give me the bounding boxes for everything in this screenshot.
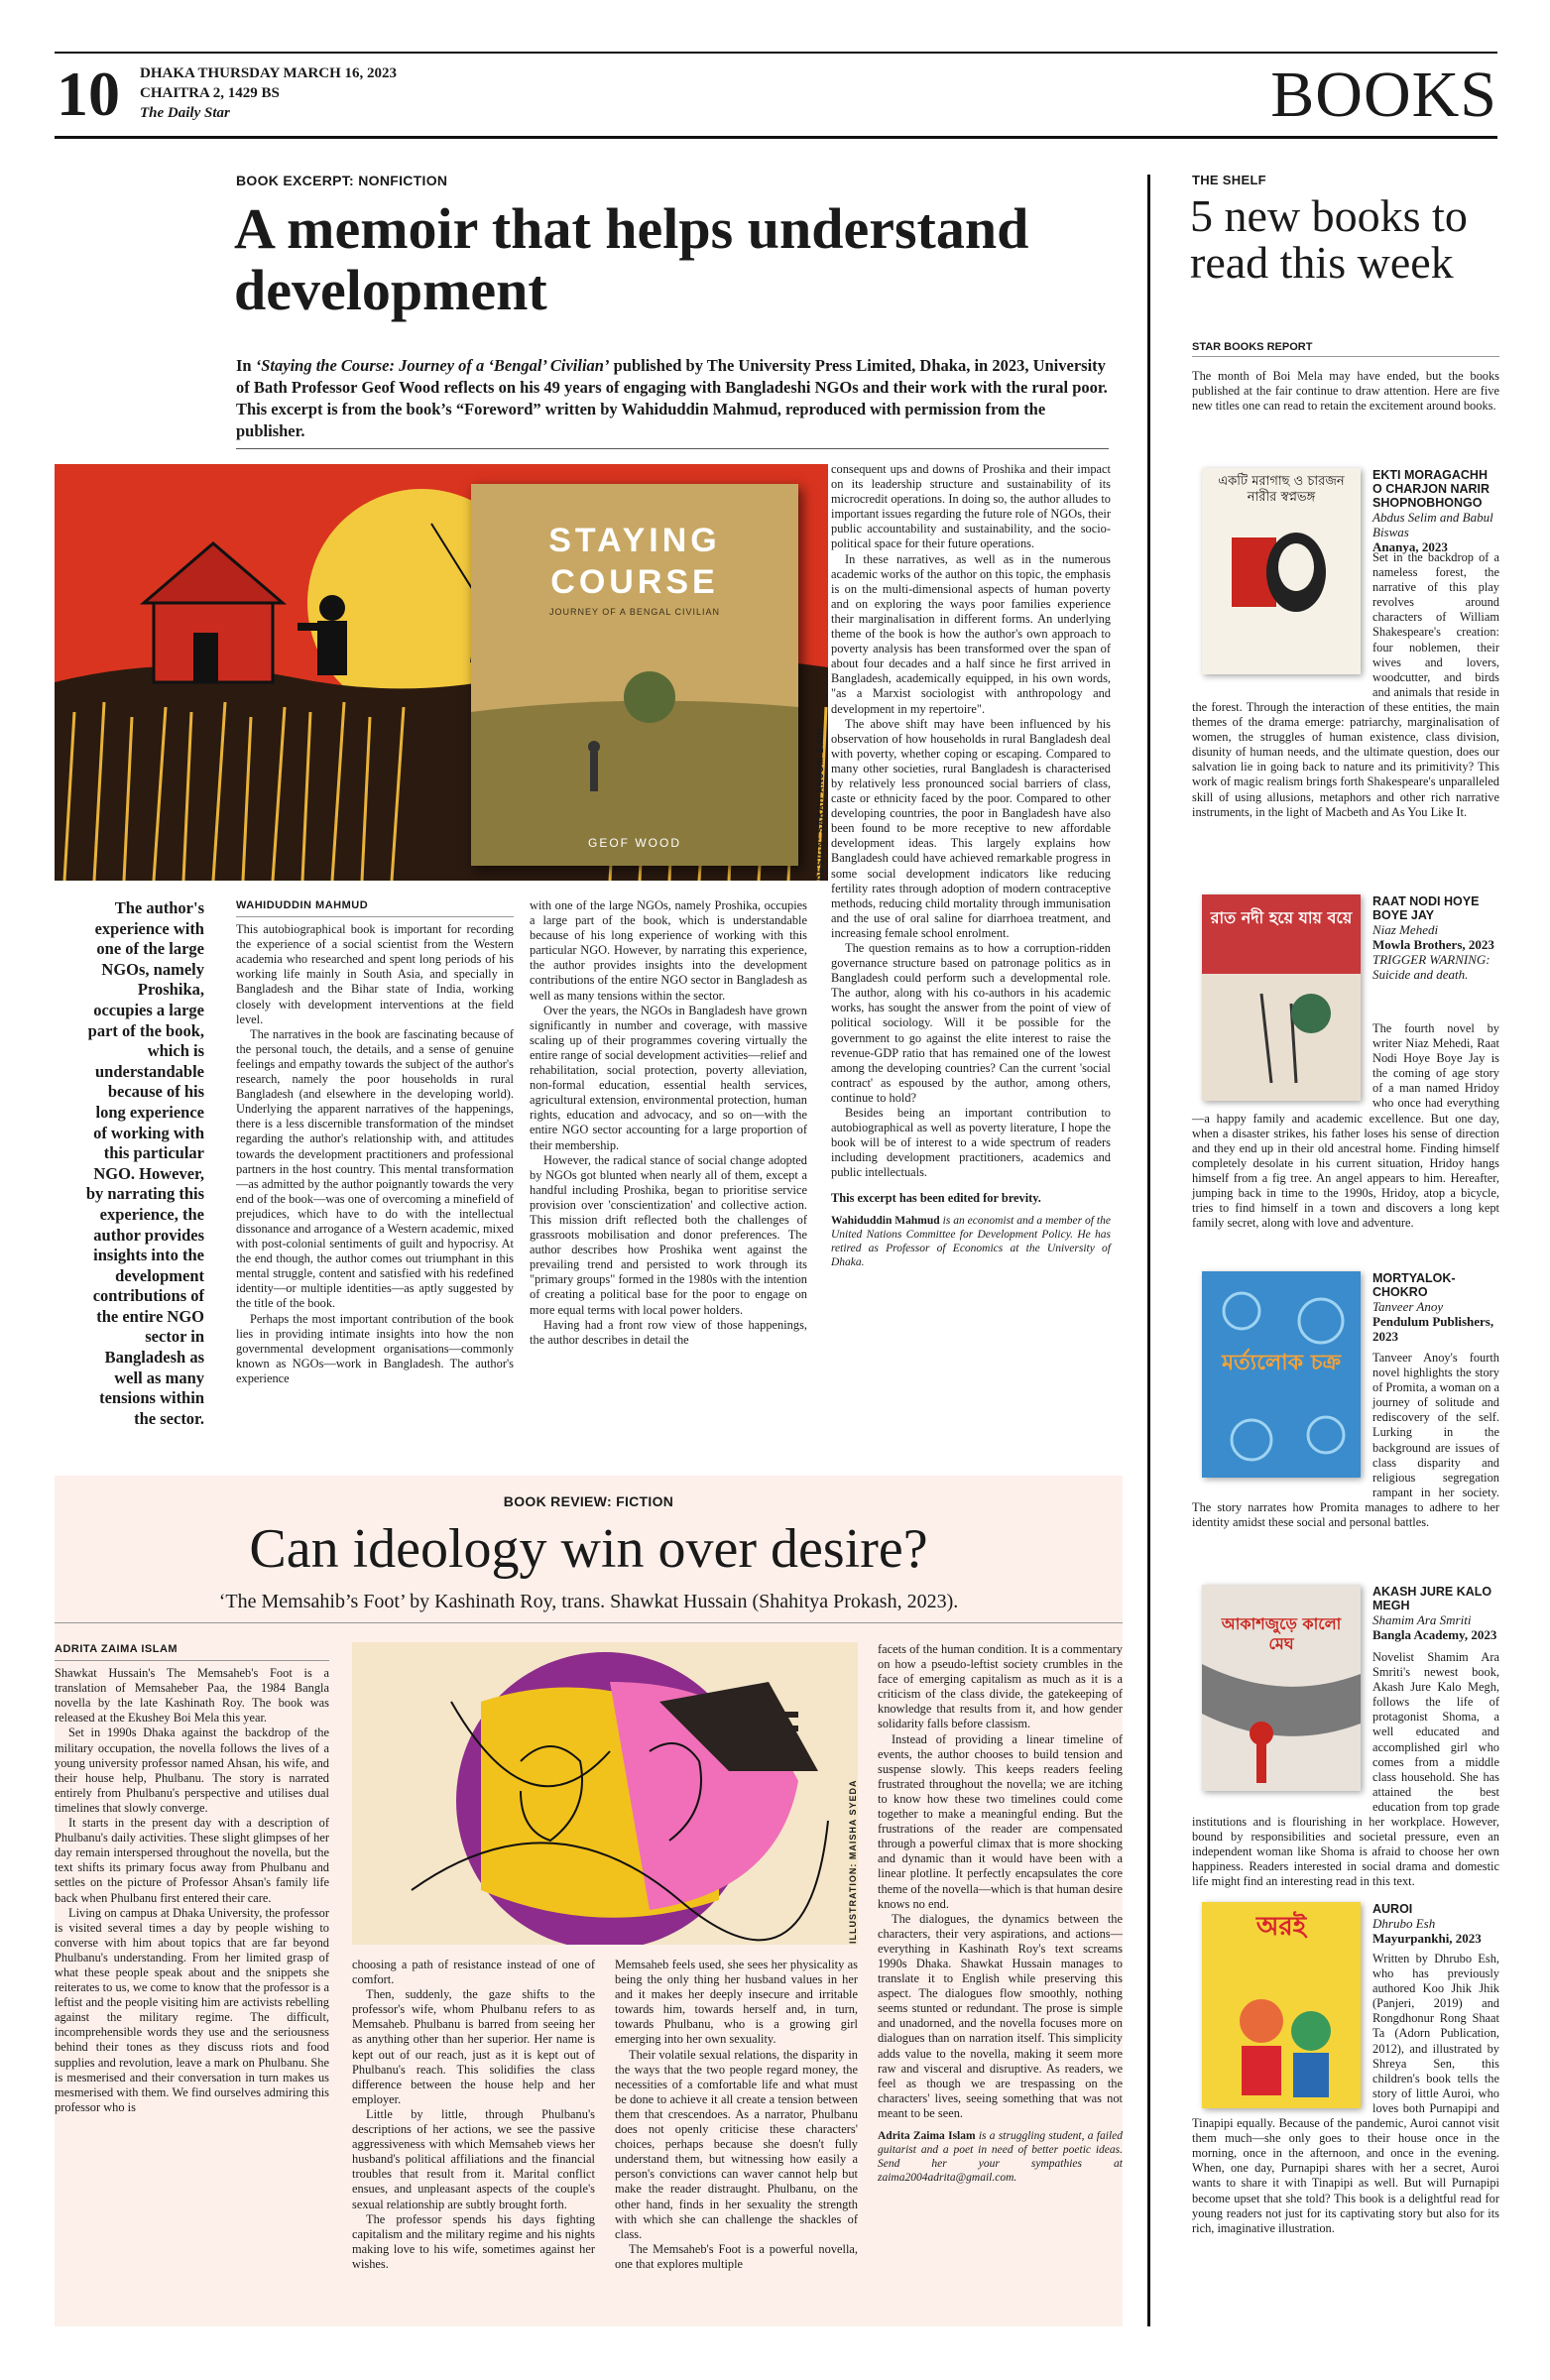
cover-title-1: STAYING — [548, 522, 721, 559]
book-2-title: RAAT NODI HOYE BOYE JAY — [1372, 894, 1480, 922]
book-3-blurb: Tanveer Anoy's fourth novel highlights the story of Promita, a woman on a journey of solitude and rediscovery of the self. Lurking in the background are issues of class disparity and religious segregation rampant in her society. The story narrates how Promita manages to adhere to her identity amidst these social and personal battles. — [1192, 1351, 1500, 1530]
book-5-title: AUROI — [1372, 1902, 1413, 1916]
paper-logo: The Daily Star — [140, 105, 230, 121]
feature-byline: WAHIDUDDIN MAHMUD — [236, 898, 514, 917]
book-1-blurb: Set in the backdrop of a nameless forest, the narrative of this play revolves around characters of William Shakespeare's creation: four noblemen, their wives and lovers, woodcutter, and birds and animals that reside in the forest. Through the interaction of these entities, the main themes of the drama emerge: patriarchy, marginalisation of women, the struggles of human existence, class division, disunity of human needs, and the ultimate question, does our salvation lie in going back to nature and its primitivity? This work of magic realism brings forth Shakespeare's unparalleled skill of using allusions, metaphors and other rich narrative instruments, in the light of Macbeth and As You Like It. — [1192, 550, 1499, 819]
review-column-1: ADRITA ZAIMA ISLAM Shawkat Hussain's The Memsaheb's Foot is a translation of Memsaheber Paa, the 1984 Bangla novella by the late Kashinath Roy. The book was released at the Ekushey Boi Mela this year. Set in 1990s Dhaka against the backdrop of the military occupation, the novella follows the lives of a young university professor named Ahsan, his wife, and their house help, Phulbanu. The story is narrated entirely from Phulbanu's perspective and utilises dual timelines that slowly converge. It starts in the present day with a description of Phulbanu's daily activities. These slight glimpses of her day remain interspersed throughout the novella, but the text shifts its primary focus away from Phulbanu and settles on the picture of Professor Ahsan's family life back when Phulbanu first entered their care. Living on campus at Dhaka University, the professor is visited several times a day by people wishing to converse with him about topics that are far beyond Phulbanu's understanding. From her limited grasp of what these people speak about and the snippets she reiterates to us, we come to know that the professor is a leftist and the people visiting him are activists rebelling against the military regime. The difficult, incomprehensible words they use and the seriousness behind their tones as they discuss riots and food supplies and revolution, leave a mark on Phulbanu. She is mesmerised and their conversation in turn makes us mesmerised with them. We find ourselves admiring this professor who is — [55, 1643, 329, 2114]
shelf-kicker: THE SHELF — [1192, 173, 1266, 187]
feature-column-2: with one of the large NGOs, namely Proshika, occupies a large part of the book, which is understandable because of his long experience of working with this particular NGO. However, by narrating this experience, the author provides insights into the development contributions of the entire NGO sector in Bangladesh as well as many tensions within the sector. Over the years, the NGOs in Bangladesh have grown significantly in number and coverage, with massive scaling up of their programmes covering virtually the entire range of social development activities—relief and rehabilitation, social protection, poverty alleviation, non-formal education, essential health services, agricultural extension, environmental protection, human rights, education and advocacy, and so on—with the entire NGO sector accounting for a large proportion of their membership. However, the radical stance of social change adopted by NGOs got blunted when nearly all of them, except a handful including Proshika, began to prioritise service provision over 'conscientization' and collective action. This mission drift reflected both the challenges of grassroots mobilisation and donor preferences. The author describes how Proshika went against the prevailing trend and persisted to work through its "primary groups" formed in the 1980s with the intention of creating a political base for the poor to engage on more equal terms with local power holders. Having had a front row view of those happenings, the author describes in detail the — [530, 898, 807, 1347]
book-3-author: Tanveer Anoy — [1372, 1299, 1444, 1314]
shelf-byline: STAR BOOKS REPORT — [1192, 341, 1499, 357]
cover-author: GEOF WOOD — [588, 836, 681, 850]
bangla-date: CHAITRA 2, 1429 BS — [140, 85, 280, 101]
feature-artwork — [55, 464, 828, 881]
cover-subtitle: JOURNEY OF A BENGAL CIVILIAN — [548, 607, 721, 617]
edit-note: This excerpt has been edited for brevity. — [831, 1190, 1041, 1205]
review-panel — [55, 1476, 1123, 2326]
book-5-blurb: Written by Dhrubo Esh, who has previously authored Koo Jhik Jhik (Panjeri, 2019) and Rongdhonur Rong Shaat Ta (Adorn Publication, 2012), and illustrated by Shreya Sen, this children's book tells the story of little Auroi, who loves both Purnapipi and Tinapipi equally. Because of the pandemic, Auroi cannot visit them much—she only goes to their house once in the morning, once in the afternoon, and once in the evening. When, one day, Purnapipi shares with her a secret, Auroi wants to share it with Tinapipi as well. But will Purnapipi become upset that she told? This book is a delightful read for young readers not just for its captivating story but also for its rich, imaginative illustration. — [1192, 1952, 1499, 2235]
feature-intro: In ‘Staying the Course: Journey of a ‘Bengal’ Civilian’ published by The University Press Limited, Dhaka, in 2023, University of Bath Professor Geof Wood reflects on his 49 years of engaging with Bangladeshi NGOs and their work with the rural poor. This excerpt is from the book’s “Foreword” written by Wahiduddin Mahmud, reproduced with permission from the publisher. — [236, 356, 1108, 440]
masthead — [55, 52, 1497, 139]
feature-kicker: BOOK EXCERPT: NONFICTION — [236, 173, 448, 188]
review-headline: Can ideology win over desire? — [249, 1518, 928, 1580]
book-cover-4: আকাশজুড়ে কালো মেঘ — [1202, 1585, 1361, 1791]
feature-column-3: consequent ups and downs of Proshika and their impact on its leadership structure and sustainability of its microcredit operations. In doing so, the author alludes to important issues regarding the future role of NGOs, their public accountability and sustainability, and the socio-political space for their future operations. In these narratives, as well as in the numerous academic works of the author on this topic, the emphasis is on the multi-dimensional aspects of human poverty and on exploring the ways poor families experience their marginalisation in different forms. An underlying theme of the book is how the author's own approach to poverty analysis has been transformed over the span of about four decades and a half since he first arrived in Bangladesh, academically equipped, in his own words, "as a Marxist sociologist with anthropology and development in my repertoire". The above shift may have been influenced by his observation of how households in rural Bangladesh deal with poverty, whether coping or escaping. Compared to many other societies, rural Bangladesh is characterised by relatively less pronounced social barriers of class, caste or ethnicity faced by the poor. Compared to other developing countries, the poor in Bangladesh have also been found to be more receptive to new affordable development ideas. This largely explains how Bangladesh could have achieved remarkable progress in some social development indicators like reducing fertility rates through adoption of modern contraceptive methods, reducing child mortality through immunisation and the use of oral saline for diarrhoea treatment, and increasing female school enrolment. The question remains as to how a corruption-ridden governance structure based on patronage politics as in Bangladesh could perform such a developmental role. The author, along with his co-authors in his academic works, has sought the answer from the point of view of political sociology. Will it be possible for the government to go against the elite interest to raise the revenue-GDP ratio that has remained one of the lowest among the developing countries? Can the current 'social contract' as espoused by the author, among others, continue to hold? Besides being an important contribution to autobiographical as well as poverty literature, I hope the book will be of interest to a wide spectrum of readers including development practitioners, academics and public intellectuals. This excerpt has been edited for brevity. Wahiduddin Mahmud is an economist and a member of the United Nations Committee for Development Policy. He has retired as Professor of Economics at the University of Dhaka. — [831, 462, 1111, 1268]
book-1-publisher: Ananya, 2023 — [1372, 539, 1448, 554]
book-4-publisher: Bangla Academy, 2023 — [1372, 1627, 1497, 1642]
book-1-title: EKTI MORAGACHH O CHARJON NARIR SHOPNOBHONGO — [1372, 468, 1490, 510]
feature-image-credit: DESIGN: SARAH ANJUM BARI — [815, 727, 825, 881]
page-number: 10 — [57, 59, 120, 129]
feature-column-1: WAHIDUDDIN MAHMUD This autobiographical book is important for recording the experience of a social scientist from the Western academia who researched and spent long periods of his working life mainly in South Asia, and specially in Bangladesh and the Bihar state of India, working closely with development interventions at the field level. The narratives in the book are fascinating because of the personal touch, the details, and a sense of genuine feelings and empathy towards the subject of the author's research, namely the poor households in rural Bangladesh (and elsewhere in the developing world). Underlying the apparent narratives of the happenings, there is a less discernible transformation of the mindset regarding the author's relationship with, and attitudes towards the development practitioners and professional partners in the host country. This mental transformation—as admitted by the author poignantly towards the very end of the book—was one of overcoming a minefield of prejudices, which have to do with the intellectual dissonance and arrogance of a Western academic, mixed with post-colonial sentiments of guilt and hypocrisy. At the end though, the author comes out triumphant in this mental struggle, content and satisfied with his redefined identity—or multiple identities—as aptly suggested by the title of the book. Perhaps the most important contribution of the book lies in providing intimate insights into how the non governmental development organisations—commonly known as NGOs—work in Bangladesh. The author's experience — [236, 899, 514, 1385]
book-1-meta — [1372, 468, 1499, 554]
cover-title-2: COURSE — [550, 563, 719, 601]
review-deck-rule — [55, 1622, 1123, 1623]
review-column-2: choosing a path of resistance instead of one of comfort. Then, suddenly, the gaze shifts to the professor's wife, whom Phulbanu refers to as Memsaheb. Phulbanu is barred from seeing her as anything other than her superior. Her name is kept out of our reach, just as it is kept out of Phulbanu's reach. This solidifies the class difference between the house help and her employer. Little by little, through Phulbanu's descriptions of her actions, we see the passive aggressiveness with which Memsaheb views her husband's political affiliations and the financial troubles that result from it. Marital conflict ensues, and unpleasant aspects of the couple's sexual relationship are subtly brought forth. The professor spends his days fighting capitalism and the military regime and his nights making love to his wife, sometimes against her wishes. — [352, 1958, 595, 2271]
book-cover-1: একটি মরাগাছ ও চারজন নারীর স্বপ্নভঙ্গ — [1202, 468, 1361, 674]
book-3-publisher: Pendulum Publishers, 2023 — [1372, 1314, 1494, 1344]
review-column-4: facets of the human condition. It is a commentary on how a pseudo-leftist society crumbles in the face of emerging capitalism as much as it is a criticism of the class divide, the gatekeeping of knowledge that results from it, and how gender solidarity falls before classism. Instead of providing a linear timeline of events, the author chooses to build tension and suspense slowly. This keeps readers feeling frustrated throughout the novella; we are itching to know how these two timelines could come together to make a meaningful ending. But the frustrations of the reader are compensated through a powerful climax that is more shocking and dynamic than it would have been with a linear plotline. It perfectly encapsulates the core theme of the novella—which is that human desire knows no end. The dialogues, the dynamics between the characters, their very aspirations, and actions—everything in Kashinath Roy's text screams 1990s Dhaka. Shawkat Hussain manages to translate it to English while preserving this aspect. The dialogues flow smoothly, nothing seems stunted or redundant. The prose is simple and unadorned, and the novella focuses more on dialogues than on narration itself. This simplicity adds value to the novella, making it seem more raw and visceral and disruptive. As readers, we feel as though we are trespassing on the characters' lives, seeing something that was not meant to be seen. Adrita Zaima Islam is a struggling student, a failed guitarist and a poet in need of better poetic ideas. Send her your sympathies at zaima2004adrita@gmail.com. — [878, 1642, 1123, 2184]
book-5-meta — [1372, 1902, 1499, 1946]
book-4-meta — [1372, 1585, 1499, 1642]
book-3-meta — [1372, 1271, 1499, 1344]
book-2-meta — [1372, 894, 1499, 982]
feature-headline: A memoir that helps understand development — [234, 196, 1029, 322]
review-illustration — [352, 1642, 858, 1945]
intro-book-title: ‘Staying the Course: Journey of a ‘Bengal’ Civilian’ — [255, 356, 610, 375]
book-2-publisher: Mowla Brothers, 2023 — [1372, 937, 1494, 952]
book-5-publisher: Mayurpankhi, 2023 — [1372, 1931, 1482, 1946]
book-1-author: Abdus Selim and Babul Biswas — [1372, 510, 1493, 539]
book-cover-5: অরই — [1202, 1902, 1361, 2108]
intro-rule — [236, 448, 1109, 449]
review-deck: ‘The Memsahib’s Foot’ by Kashinath Roy, trans. Shawkat Hussain (Shahitya Prokash, 2023). — [218, 1591, 959, 1612]
feature-book-cover — [471, 484, 798, 866]
book-cover-3: মর্ত্যলোক চক্র — [1202, 1271, 1361, 1478]
book-cover-2: রাত নদী হয়ে যায় বয়ে — [1202, 894, 1361, 1101]
review-author-bio: Adrita Zaima Islam is a struggling student, a failed guitarist and a poet in need of better poetic ideas. Send her your sympathies at zaima2004adrita@gmail.com. — [878, 2130, 1123, 2184]
feature-author-bio: Wahiduddin Mahmud is an economist and a member of the United Nations Committee for Development Policy. He has retired as Professor of Economics at the University of Dhaka. — [831, 1214, 1111, 1268]
book-2-author: Niaz Mehedi — [1372, 922, 1439, 937]
abstract-faces-illustration — [352, 1642, 858, 1945]
column-rule — [1147, 175, 1150, 2326]
review-column-3: Memsaheb feels used, she sees her physicality as being the only thing her husband values in her and it makes her deeply insecure and irritable towards him, towards herself and, in turn, towards Phulbanu, who is a growing girl emerging into her own sexuality. Their volatile sexual relations, the disparity in the ways that the two people regard money, the necessities of a comfortable life and what must be done to achieve it all create a tension between them that crescendoes. As a narrator, Phulbanu does not openly criticise these characters' choices, perhaps because she doesn't fully understand them, but witnessing how easily a person's convictions can waver cannot help but make the reader distraught. Phulbanu, on the other hand, finds in her sexuality the strength with which she can challenge the shackles of class. The Memsaheb's Foot is a powerful novella, one that explores multiple — [615, 1958, 858, 2271]
book-4-title: AKASH JURE KALO MEGH — [1372, 1585, 1492, 1612]
review-byline: ADRITA ZAIMA ISLAM — [55, 1642, 329, 1661]
shelf-headline: 5 new books to read this week — [1190, 190, 1468, 288]
review-illustration-credit: ILLUSTRATION: MAISHA SYEDA — [848, 1779, 858, 1944]
book-2-warning: TRIGGER WARNING: Suicide and death. — [1372, 952, 1490, 982]
book-4-author: Shamim Ara Smriti — [1372, 1612, 1472, 1627]
book-2-blurb: The fourth novel by writer Niaz Mehedi, Raat Nodi Hoye Boye Jay is the coming of age story of a man named Hridoy who once had everything—a happy family and academic excellence. But one day, when a disaster strikes, his father loses his sense of direction and they end up in their old ancestral home. Finding himself completely desolate in his current situation, Hridoy hangs himself from a fig tree. An angel appears to him. Hereafter, jumping back in time to the 1990s, Hridoy, atop a bicycle, tries to find himself in a town and discovers a long kept family secret, along with love and adventure. — [1192, 1021, 1499, 1231]
book-5-author: Dhrubo Esh — [1372, 1916, 1436, 1931]
review-kicker: BOOK REVIEW: FICTION — [503, 1493, 674, 1509]
book-3-title: MORTYALOK-CHOKRO — [1372, 1271, 1456, 1299]
shelf-intro: The month of Boi Mela may have ended, but the books published at the fair continue to draw attention. Here are five new titles one can read to retain the excitement around books. — [1192, 369, 1499, 414]
pull-quote: The author's experience with one of the large NGOs, namely Proshika, occupies a large part of the book, which is understandable because of his long experience of working with this particular NGO. However, by narrating this experience, the author provides insights into the development contributions of the entire NGO sector in Bangladesh as well as many tensions within the sector. — [85, 898, 204, 1428]
section-title: BOOKS — [1270, 59, 1497, 131]
book-4-blurb: Novelist Shamim Ara Smriti's newest book, Akash Jure Kalo Megh, follows the life of protagonist Shoma, a well educated and accomplished girl who comes from a middle class household. She has attained the best education from top grade institutions and is flourishing in her workplace. However, bound by responsibilities and societal pressure, even an independent woman like Shoma is afraid to choose her own happiness. Readers interested in social drama and domestic life might find an interesting read in this text. — [1192, 1650, 1499, 1889]
date-line: DHAKA THURSDAY MARCH 16, 2023 — [140, 65, 398, 81]
